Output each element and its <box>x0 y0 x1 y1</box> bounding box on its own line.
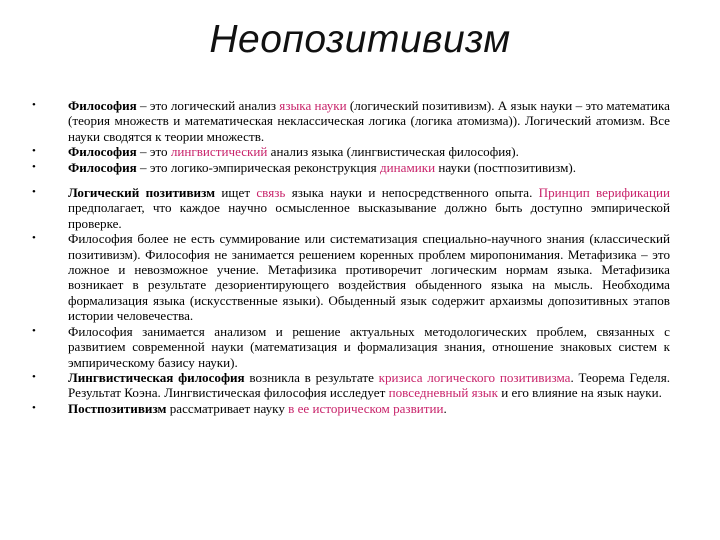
list-item <box>30 160 670 175</box>
slide-title: Неопозитивизм <box>209 18 511 61</box>
group-spacer <box>30 175 670 185</box>
list-item-text: Постпозитивизм рассматривает науку в ее историческом развитии. <box>68 400 447 416</box>
highlight-term: динамики <box>379 159 436 175</box>
bullet-icon: • <box>32 160 36 173</box>
list-item-text: Философия – это логический анализ языка науки (логический позитивизм). А язык науки – это математика (теория множеств и математическая неклассическая логика (логика атомизма)). Логический атомизм. Все науки сводятся к теории множеств. <box>68 98 670 144</box>
bold-term: Лингвистическая философия <box>68 369 245 385</box>
bullet-icon: • <box>32 401 36 414</box>
bullet-icon: • <box>32 324 36 337</box>
bold-term: Философия <box>68 159 137 175</box>
highlight-term: связь <box>256 185 286 201</box>
list-item-text: Лингвистическая философия возникла в результате кризиса логического позитивизма. Теорема Геделя. Результат Коэна. Лингвистическая философия исследует повседневный язык и его влияние на язык науки. <box>68 369 671 401</box>
highlight-term: Принцип верификации <box>538 185 670 201</box>
list-item <box>30 401 670 416</box>
bullet-icon: • <box>32 232 36 245</box>
list-item <box>30 185 670 231</box>
bold-term: Философия <box>68 144 137 160</box>
underlined-term: дезориентирующего <box>215 277 329 293</box>
highlight-term: языка науки <box>279 98 347 113</box>
list-item <box>30 324 670 370</box>
list-item-text: Философия – это лингвистический анализ языка (лингвистическая философия). <box>68 144 519 160</box>
list-item <box>30 98 670 144</box>
list-item-text: Логический позитивизм ищет связь языка науки и непосредственного опыта. Принцип верификации предполагает, что каждое научно осмысленное высказывание должно быть доступно эмпирической проверке. <box>68 185 670 231</box>
bold-term: Логический позитивизм <box>68 185 216 201</box>
bold-term: Постпозитивизм <box>68 400 167 416</box>
list-item <box>30 231 670 323</box>
highlight-term: повседневный язык <box>388 385 498 401</box>
list-item-text: Философия более не есть суммирование или систематизация специально-научного знания (классический позитивизм). Философия не занимается решением коренных проблем миропонимания. Метафизика – это ложное и невозможное учение. Метафизика противоречит логическим нормам языка. Метафизика возникает в результате дезориентирующего воздействия обыденного языка на мысль. Необходима формализация языка (искусственные языки). Обыденный язык содержит архаизмы допозитивных этапов истории человечества. <box>68 231 670 324</box>
highlight-term: в ее историческом развитии <box>288 400 444 416</box>
highlight-term: лингвистический <box>170 144 268 160</box>
highlight-term: кризиса логического позитивизма <box>378 369 571 385</box>
list-item-text: Философия – это логико-эмпирическая реконструкция динамики науки (постпозитивизм). <box>68 159 577 175</box>
bold-term: Философия <box>68 98 137 113</box>
list-item <box>30 144 670 159</box>
list-item-text: Философия занимается анализом и решение актуальных методологических проблем, связанных с развитием современной науки (математизация и формализация знания, отношение знаковых систем к эмпирическому базису науки). <box>68 323 670 370</box>
bullet-list <box>30 98 670 416</box>
bullet-icon: • <box>32 99 36 111</box>
bullet-icon: • <box>32 186 36 199</box>
bullet-icon: • <box>32 370 36 383</box>
bullet-icon: • <box>32 145 36 158</box>
list-item <box>30 370 670 401</box>
